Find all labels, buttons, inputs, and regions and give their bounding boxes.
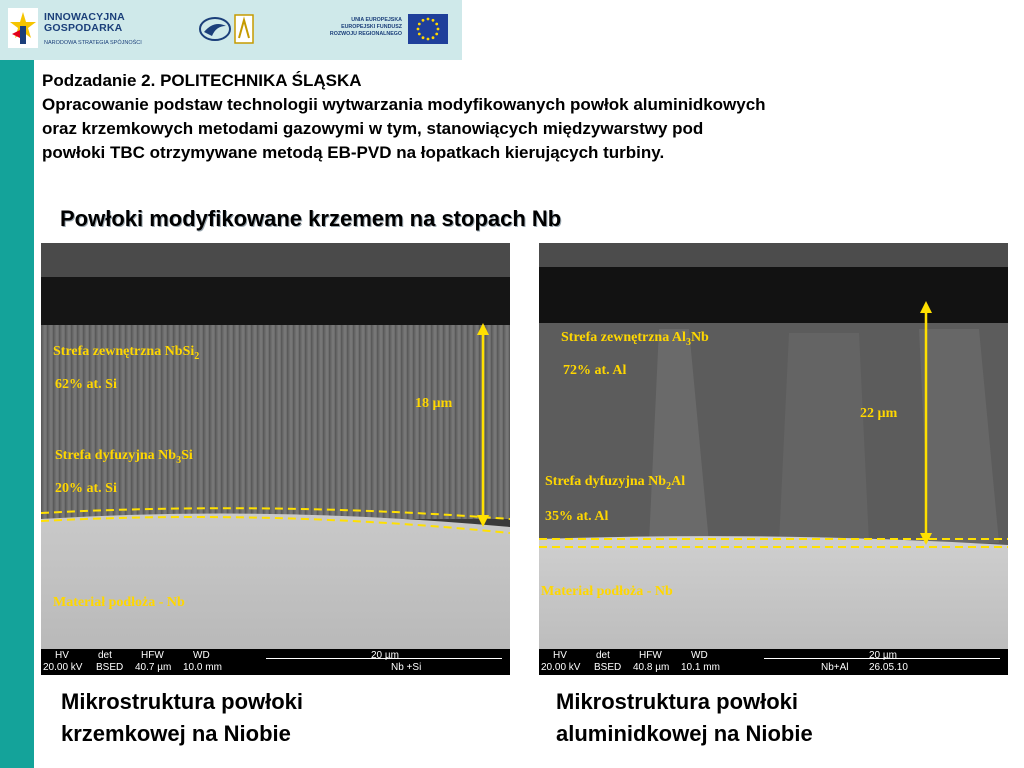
logo-title-line2: GOSPODARKA <box>44 22 123 34</box>
funding-logo-bar <box>0 0 462 60</box>
sem-data-bar <box>539 649 1008 675</box>
bird-logo-icon <box>198 14 232 44</box>
hv-label: HV <box>55 650 69 661</box>
diffusion-zone-text-b: Si <box>181 448 193 463</box>
outer-zone-label <box>561 330 709 348</box>
diffusion-zone-percent: 35% at. Al <box>545 509 609 524</box>
det-value: BSED <box>96 662 124 673</box>
sample-label: Nb+Al <box>821 662 849 673</box>
diffusion-zone-label <box>55 448 193 466</box>
hv-label: HV <box>553 650 567 661</box>
left-caption-line1: Mikrostruktura powłoki <box>61 689 304 714</box>
hfw-label: HFW <box>639 650 662 661</box>
innovative-economy-logo-icon <box>8 8 38 48</box>
substrate-label: Materiał podłoża - Nb <box>541 584 673 599</box>
outer-zone-text-b: Nb <box>690 330 709 345</box>
wd-value: 10.0 mm <box>183 662 222 673</box>
eu-flag-icon <box>408 14 448 44</box>
eu-line1: UNIA EUROPEJSKA <box>351 17 402 23</box>
sample-label: Nb +Si <box>391 662 422 673</box>
institution-logo-icon <box>234 14 254 44</box>
sem-data-bar <box>41 649 510 675</box>
eu-line2: EUROPEJSKI FUNDUSZ <box>341 24 402 30</box>
scale-bar <box>764 658 1000 659</box>
right-caption-line1: Mikrostruktura powłoki <box>556 689 799 714</box>
hfw-value: 40.8 µm <box>633 662 670 673</box>
det-value: BSED <box>594 662 622 673</box>
task-header <box>42 69 1017 165</box>
hfw-value: 40.7 µm <box>135 662 172 673</box>
det-label: det <box>596 650 610 661</box>
hv-value: 20.00 kV <box>541 662 581 673</box>
silicide-micrograph <box>41 243 510 675</box>
aluminide-micrograph <box>539 243 1008 675</box>
section-title: Powłoki modyfikowane krzemem na stopach Nb <box>60 206 562 231</box>
coating-thickness-label: 22 µm <box>860 406 898 421</box>
outer-zone-subscript: 2 <box>194 350 200 362</box>
coating-thickness-label: 18 µm <box>415 396 453 411</box>
task-description-line1: Opracowanie podstaw technologii wytwarzania modyfikowanych powłok aluminidkowych <box>42 95 766 114</box>
silicide-micrograph-image <box>41 243 510 649</box>
diffusion-zone-label <box>545 474 685 492</box>
side-accent-bar <box>0 0 34 768</box>
diffusion-zone-text-b: Al <box>671 474 686 489</box>
left-caption <box>61 686 303 750</box>
outer-zone-percent: 72% at. Al <box>563 363 627 378</box>
diffusion-zone-percent: 20% at. Si <box>55 481 117 496</box>
innovative-economy-subtitle: NARODOWA STRATEGIA SPÓJNOŚCI <box>44 40 142 46</box>
outer-zone-text-a: Strefa zewnętrzna Al <box>561 330 686 345</box>
hv-value: 20.00 kV <box>43 662 83 673</box>
right-caption <box>556 686 813 750</box>
substrate-label: Materiał podłoża - Nb <box>53 595 185 610</box>
outer-zone-label <box>53 344 199 362</box>
date-label: 26.05.10 <box>869 662 908 673</box>
wd-label: WD <box>193 650 210 661</box>
diffusion-zone-text-a: Strefa dyfuzyjna Nb <box>545 474 667 489</box>
innovative-economy-title <box>44 12 125 34</box>
outer-zone-subscript: 3 <box>685 336 691 348</box>
eu-line3: ROZWOJU REGIONALNEGO <box>329 31 402 37</box>
scale-bar-label: 20 µm <box>371 650 399 661</box>
eu-fund-text <box>322 17 402 38</box>
right-caption-line2: aluminidkowej na Niobie <box>556 721 813 746</box>
wd-label: WD <box>691 650 708 661</box>
diffusion-zone-subscript: 3 <box>176 454 182 466</box>
outer-zone-text: Strefa zewnętrzna NbSi <box>53 344 195 359</box>
task-title: Podzadanie 2. POLITECHNIKA ŚLĄSKA <box>42 71 362 90</box>
left-caption-line2: krzemkowej na Niobie <box>61 721 291 746</box>
scale-bar <box>266 658 502 659</box>
diffusion-zone-subscript: 2 <box>666 480 672 492</box>
hfw-label: HFW <box>141 650 164 661</box>
logo-title-line1: INNOWACYJNA <box>44 11 125 23</box>
wd-value: 10.1 mm <box>681 662 720 673</box>
outer-zone-percent: 62% at. Si <box>55 377 117 392</box>
task-description-line3: powłoki TBC otrzymywane metodą EB-PVD na łopatkach kierujących turbiny. <box>42 143 665 162</box>
diffusion-zone-text-a: Strefa dyfuzyjna Nb <box>55 448 177 463</box>
task-description-line2: oraz krzemkowych metodami gazowymi w tym, stanowiących międzywarstwy pod <box>42 119 704 138</box>
det-label: det <box>98 650 112 661</box>
scale-bar-label: 20 µm <box>869 650 897 661</box>
